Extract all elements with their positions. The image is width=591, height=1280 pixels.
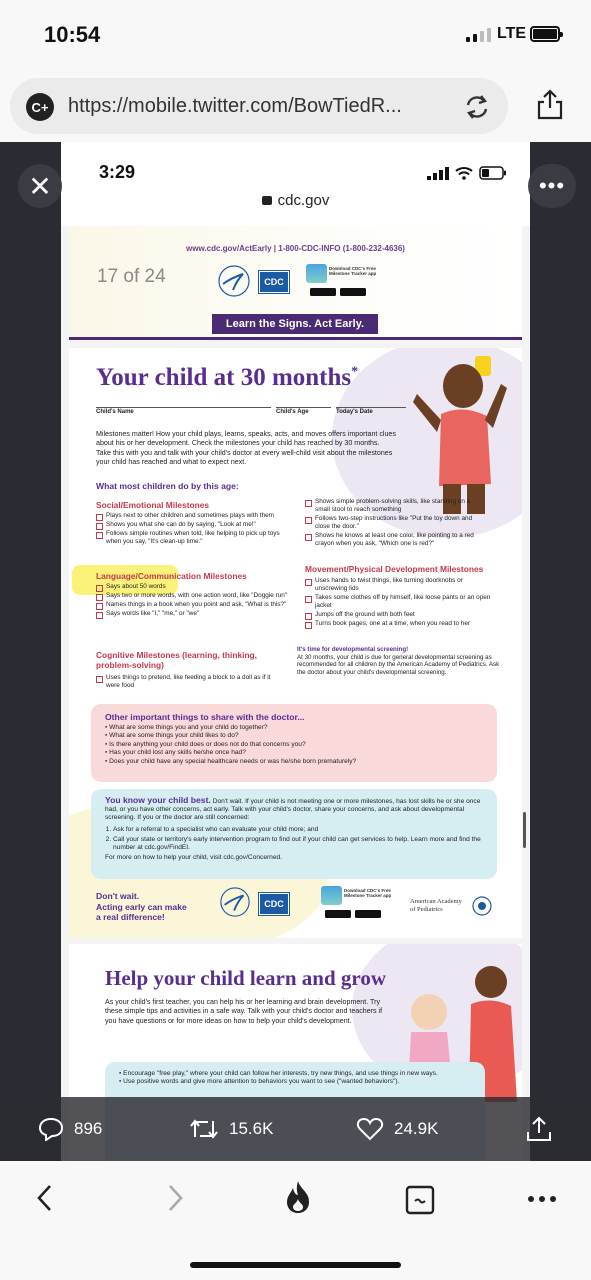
know-box-body: Don't wait. If your child is not meeting one or more milestones, has lost skills he or she once had, or you have other concerns, act early. Talk with your child's doctor, share your concerns, and ask about developmental screening. If you or the doctor are still concerned: [105,798,481,822]
address-bar[interactable] [10,78,508,134]
hhs-eagle-icon [217,264,251,298]
child-age-field: Child's Age [276,407,331,415]
doctor-questions-box [91,704,497,782]
back-icon[interactable] [34,1183,56,1213]
doctor-question: ▪ Is there anything your child does or does not do that concerns you? [105,741,483,749]
forward-icon[interactable] [164,1183,186,1213]
milestone-item[interactable]: Says two or more words, with one action word, like "Doggie run" [96,592,296,600]
screening-body: At 30 months, your child is due for general developmental screening as recommended for all children by the American Academy of Pediatrics. Ask the doctor about your child's developmental screening. [297,653,500,676]
reply-button[interactable] [38,1117,102,1141]
share-tweet-icon[interactable] [525,1115,553,1143]
doctor-question: ▪ What are some things your child likes to do? [105,732,483,740]
inner-signal-icon [427,167,449,180]
inner-url-text: cdc.gov [277,192,330,209]
scroll-indicator[interactable] [523,812,526,848]
page-title: Your child at 30 months* [96,364,359,391]
doctor-box-title: Other important things to share with the doctor... [105,712,305,722]
social-list [96,512,296,547]
app-store-badge [325,910,351,918]
media-viewer [0,142,591,1161]
site-badge-icon: C+ [26,93,54,121]
retweet-icon [189,1117,219,1141]
inner-status-bar [61,142,530,226]
url-text[interactable]: https://mobile.twitter.com/BowTiedR... [68,95,402,117]
know-step: 1. Ask for a referral to a specialist who can evaluate your child more; and [113,826,483,834]
doctor-question: ▪ Has your child lost any skills he/she once had? [105,749,483,757]
language-title: Language/Communication Milestones [96,571,247,581]
milestone-app-icon [321,886,342,905]
milestone-item[interactable]: Plays next to other children and sometimes plays with them [96,512,296,520]
language-list [96,583,296,619]
milestone-item[interactable]: Uses things to pretend, like feeding a block to a doll as if it were food [96,674,286,690]
help-intro: As your child's first teacher, you can help his or her learning and brain development. Try these simple tips and activities in a safe way. Talk with your child's doctor and teachers if you have questions or for more ideas on how to help your child's development. [105,998,383,1025]
aap-seal-icon [472,896,492,916]
battery-icon [530,26,560,42]
like-count: 24.9K [394,1119,439,1138]
know-step: 2. Call your state or territory's early intervention program to find out if your child can get services to help. Learn more and find the number at cdc.gov/FindEI. [113,836,483,852]
screenshot-image [61,142,530,1161]
movement-title: Movement/Physical Development Milestones [305,564,484,574]
milestone-item[interactable]: Shows you what she can do by saying, "Look at me!" [96,521,296,529]
carrier-label: LTE [497,25,527,42]
fire-icon[interactable] [282,1179,314,1215]
cognitive-list [96,674,286,691]
hhs-eagle-icon [219,886,251,918]
tip-item: ▪ Use positive words and give more attention to behaviors you want to see ("wanted behaviors"). [119,1078,471,1086]
close-icon[interactable]: ✕ [18,164,62,208]
today-date-field: Today's Date [336,407,406,415]
dont-wait-slogan: Don't wait. Acting early can make a real difference! [96,891,187,923]
milestone-item[interactable]: Uses hands to twist things, like turning doorknobs or unscrewing lids [305,577,495,593]
like-button[interactable] [356,1117,438,1141]
child-name-field: Child's Name [96,407,271,415]
contact-line: www.cdc.gov/ActEarly | 1-800-CDC-INFO (1-800-232-4636) [186,244,405,253]
know-more: For more on how to help your child, visit cdc.gov/Concerned. [105,854,283,862]
status-time: 10:54 [44,22,101,47]
inner-battery-icon [479,166,507,180]
browser-toolbar [0,70,591,142]
milestone-item[interactable]: Names things in a book when you point and ask, "What is this?" [96,601,296,609]
status-bar [0,0,591,70]
page-divider [69,337,522,340]
retweet-count: 15.6K [229,1119,274,1138]
reply-count: 896 [74,1119,103,1138]
doctor-question: ▪ What are some things you and your child do together? [105,724,483,732]
tweet-action-bar [0,1097,591,1161]
cell-signal-icon [466,28,491,42]
google-play-badge [355,910,381,918]
download-app-text: Download CDC's Free Milestone Tracker app [329,266,377,277]
learn-signs-banner: Learn the Signs. Act Early. [212,314,378,334]
know-box-title: You know your child best. [105,795,211,805]
reply-icon [38,1117,64,1141]
screening-title: It's time for developmental screening! [297,646,409,653]
cdc-logo: CDC [259,893,289,915]
page-number: 17 of 24 [97,266,166,287]
home-indicator [190,1262,401,1268]
section-heading: What most children do by this age: [96,481,239,491]
milestone-item[interactable]: Shows simple problem-solving skills, like standing on a small stool to reach something [305,498,485,514]
intro-paragraph: Milestones matter! How your child plays, learns, speaks, acts, and moves offers important clues about his or her development. Check the milestones your child has reached by 30 months. Take this with you and talk with your child's doctor at every well-child visit about the milestones your child has reached and what to expect next. [96,430,396,466]
menu-dots-icon[interactable] [527,1195,557,1203]
milestone-item[interactable]: Says words like "I," "me," or "we" [96,610,296,618]
share-icon[interactable] [535,88,565,120]
lock-icon [262,196,272,205]
help-title: Help your child learn and grow [105,966,387,990]
heart-icon [356,1117,384,1141]
milestone-item[interactable]: Says about 50 words [96,583,296,591]
inner-url [61,192,530,209]
doctor-question: ▪ Does your child have any special healthcare needs or was he/she born prematurely? [105,758,483,766]
tip-item: ▪ Encourage "free play," where your child can follow her interests, try new things, and use things in new ways. [119,1070,471,1078]
milestone-item[interactable]: Jumps off the ground with both feet [305,611,495,619]
social-title: Social/Emotional Milestones [96,500,210,510]
inner-status-icons [427,166,507,180]
milestone-app-icon [306,264,327,283]
milestone-item[interactable]: Shows he knows at least one color, like pointing to a red crayon when you ask, "Which one is red?" [305,532,485,548]
retweet-button[interactable] [189,1117,273,1141]
movement-list [305,577,495,629]
screening-note [297,646,502,676]
milestone-item[interactable]: Turns book pages, one at a time, when you read to her [305,620,495,628]
milestone-item[interactable]: Follows two-step instructions like "Put the toy down and close the door." [305,515,485,531]
app-store-badge [310,288,336,296]
reload-icon[interactable] [462,92,492,122]
download-app-text: Download CDC's Free Milestone Tracker app [344,888,392,899]
inner-wifi-icon [455,166,473,180]
cdc-logo: CDC [259,271,289,293]
milestone-page [69,348,522,938]
inner-status-time: 3:29 [99,162,136,182]
cognitive-list-continued [305,498,485,549]
cognitive-title: Cognitive Milestones (learning, thinking, problem-solving) [96,650,257,670]
child-photo [411,354,511,519]
aap-logo-text: American Academy of Pediatrics [410,898,462,913]
google-play-badge [340,288,366,296]
page-17-footer [69,226,522,340]
know-your-child-box [91,789,497,879]
milestone-item[interactable]: Follows simple routines when told, like helping to pick up toys when you say, "It's clean-up time." [96,530,296,546]
milestone-item[interactable]: Takes some clothes off by himself, like loose pants or an open jacket [305,594,495,610]
more-options-button[interactable]: ••• [528,164,576,208]
tabs-icon[interactable] [405,1185,435,1215]
